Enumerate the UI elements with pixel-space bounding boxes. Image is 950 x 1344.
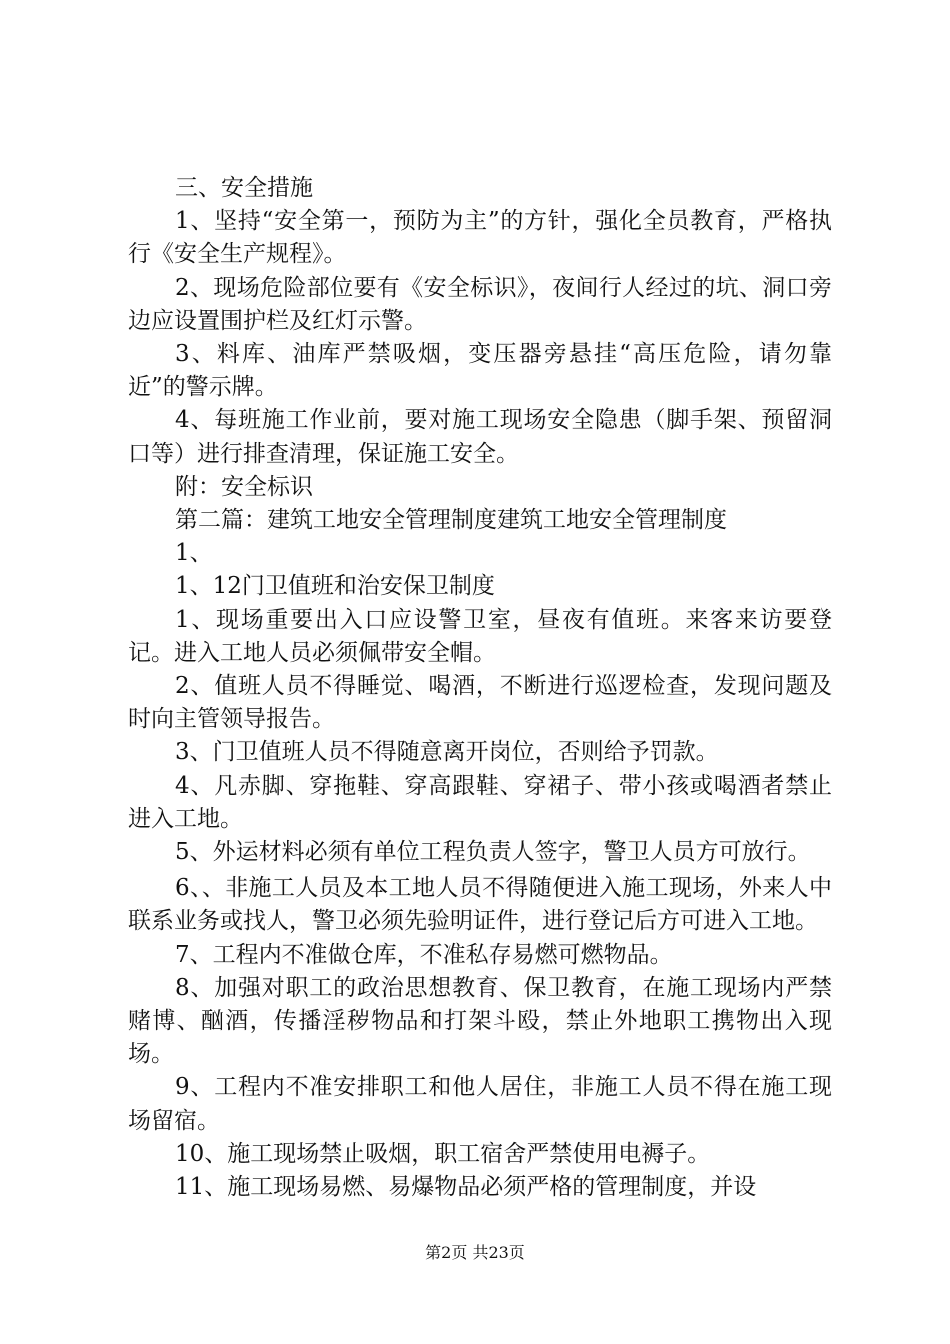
paragraph: 4、每班施工作业前，要对施工现场安全隐患（脚手架、预留洞口等）进行排查清理，保证施工安全。 <box>128 407 832 467</box>
paragraph: 1、 <box>175 540 213 567</box>
section-heading: 三、安全措施 <box>175 175 313 201</box>
page-number-footer: 第2页 共23页 <box>425 1243 525 1262</box>
paragraph: 4、凡赤脚、穿拖鞋、穿高跟鞋、穿裙子、带小孩或喝酒者禁止进入工地。 <box>128 772 832 832</box>
paragraph: 5、外运材料必须有单位工程负责人签字，警卫人员方可放行。 <box>175 839 811 866</box>
paragraph: 2、现场危险部位要有《安全标识》，夜间行人经过的坑、洞口旁边应设置围护栏及红灯示警。 <box>128 274 832 334</box>
paragraph: 3、料库、油库严禁吸烟，变压器旁悬挂“高压危险，请勿靠近”的警示牌。 <box>128 341 832 401</box>
paragraph: 7、工程内不准做仓库，不准私存易燃可燃物品。 <box>175 941 673 968</box>
paragraph: 10、施工现场禁止吸烟，职工宿舍严禁使用电褥子。 <box>175 1140 711 1167</box>
paragraph: 3、门卫值班人员不得随意离开岗位，否则给予罚款。 <box>175 739 719 766</box>
paragraph: 8、加强对职工的政治思想教育、保卫教育，在施工现场内严禁赌博、酗酒，传播淫秽物品和打架斗殴，禁止外地职工携物出入现场。 <box>128 974 832 1068</box>
document-body <box>128 172 832 1204</box>
paragraph: 1、现场重要出入口应设警卫室，昼夜有值班。来客来访要登记。进入工地人员必须佩带安全帽。 <box>128 606 832 666</box>
paragraph: 11、施工现场易燃、易爆物品必须严格的管理制度，并设 <box>175 1174 757 1201</box>
paragraph: 1、坚持“安全第一，预防为主”的方针，强化全员教育，严格执行《安全生产规程》。 <box>128 208 832 268</box>
paragraph: 6、、非施工人员及本工地人员不得随便进入施工现场，外来人中联系业务或找人，警卫必须先验明证件，进行登记后方可进入工地。 <box>128 875 832 935</box>
subsection-heading: 1、12门卫值班和治安保卫制度 <box>175 573 495 600</box>
chapter-title: 第二篇：建筑工地安全管理制度建筑工地安全管理制度 <box>175 507 727 534</box>
paragraph: 9、工程内不准安排职工和他人居住，非施工人员不得在施工现场留宿。 <box>128 1074 832 1134</box>
paragraph: 2、值班人员不得睡觉、喝酒，不断进行巡逻检查，发现问题及时向主管领导报告。 <box>128 673 832 733</box>
appendix-line: 附：安全标识 <box>175 473 313 500</box>
